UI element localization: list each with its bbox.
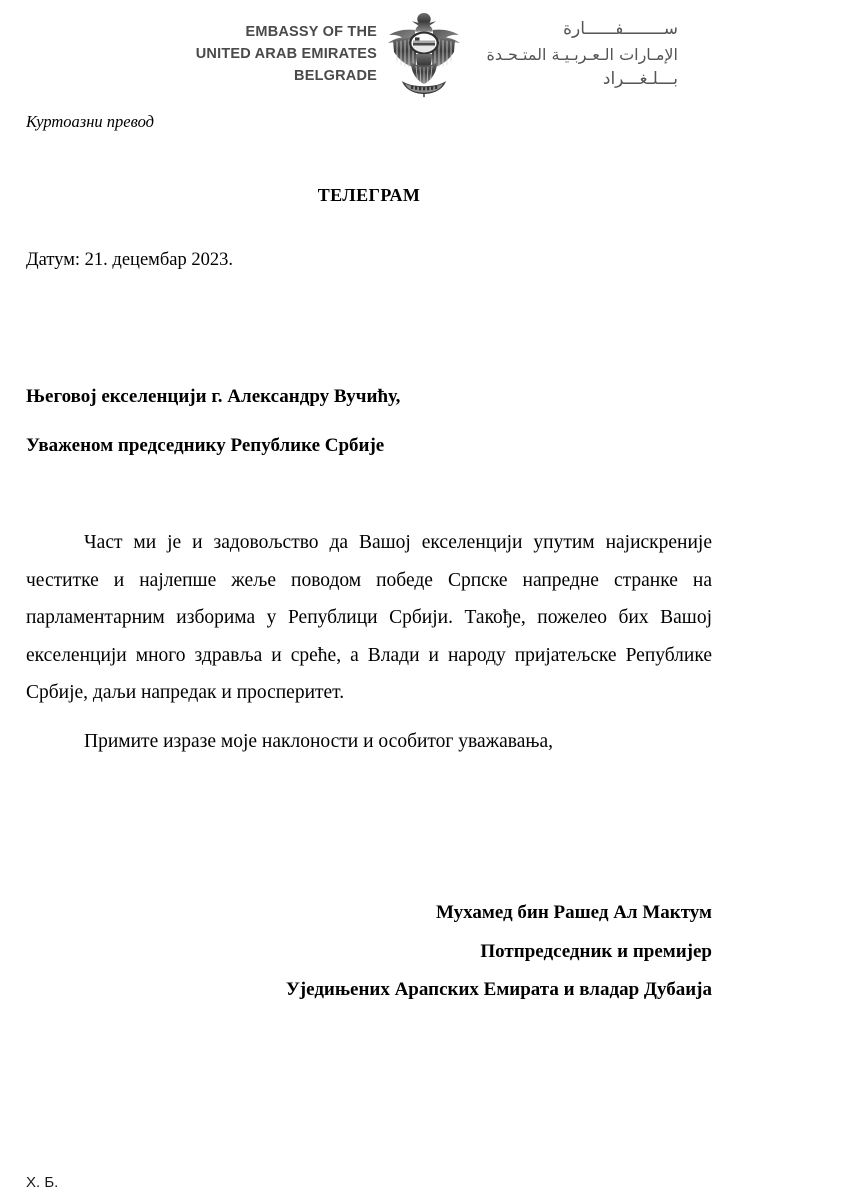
addressee-line-2: Уваженом председнику Републике Србије xyxy=(26,435,385,456)
letterhead-arabic-text xyxy=(463,17,678,92)
signatory-title-line-2: Уједињених Арапских Емирата и владар Дубаија xyxy=(285,979,712,1000)
letterhead xyxy=(0,8,855,100)
letterhead-english-text xyxy=(177,21,385,87)
addressee-line-1: Његовој екселенцији г. Александру Вучићу, xyxy=(26,386,401,407)
addressee-block xyxy=(26,372,712,470)
date-line: Датум: 21. децембар 2023. xyxy=(26,250,233,270)
letter-body xyxy=(26,524,712,760)
signature-block xyxy=(26,894,712,1010)
letterhead-arabic-line-2: الإمـارات الـعـربـيـة المتـحـدة xyxy=(486,44,678,64)
letterhead-arabic-line-1: ســــــــفــــــارة xyxy=(563,18,678,39)
drafter-initials: Х. Б. xyxy=(26,1174,59,1191)
courtesy-translation-note: Куртоазни превод xyxy=(26,112,154,131)
signatory-title-line-1: Потпредседник и премијер xyxy=(480,940,712,962)
letterhead-english-line-1: EMBASSY OF THE xyxy=(245,24,377,40)
letterhead-english-line-3: BELGRADE xyxy=(294,68,377,84)
signatory-name: Мухамед бин Рашед Ал Мактум xyxy=(435,902,712,923)
uae-falcon-emblem-icon xyxy=(385,10,463,98)
page-title: ТЕЛЕГРАМ xyxy=(317,185,421,205)
letterhead-arabic-line-3: بـــلـغـــراد xyxy=(602,68,678,89)
letterhead-english-line-2: UNITED ARAB EMIRATES xyxy=(195,46,377,62)
body-paragraph-2: Примите изразе моје наклоности и особитог уважавања, xyxy=(84,730,554,752)
body-paragraph-1: Част ми је и задовољство да Вашој екселенцији упутим најискреније честитке и најлепше жеље поводом победе Српске напредне странке на парламентарним изборима у Републици Србији. Такође, пожелео бих Вашој екселенцији много здравља и среће, а Влади и народу пријатељске Републике Србије, даљи напредак и просперитет. xyxy=(26,532,712,703)
